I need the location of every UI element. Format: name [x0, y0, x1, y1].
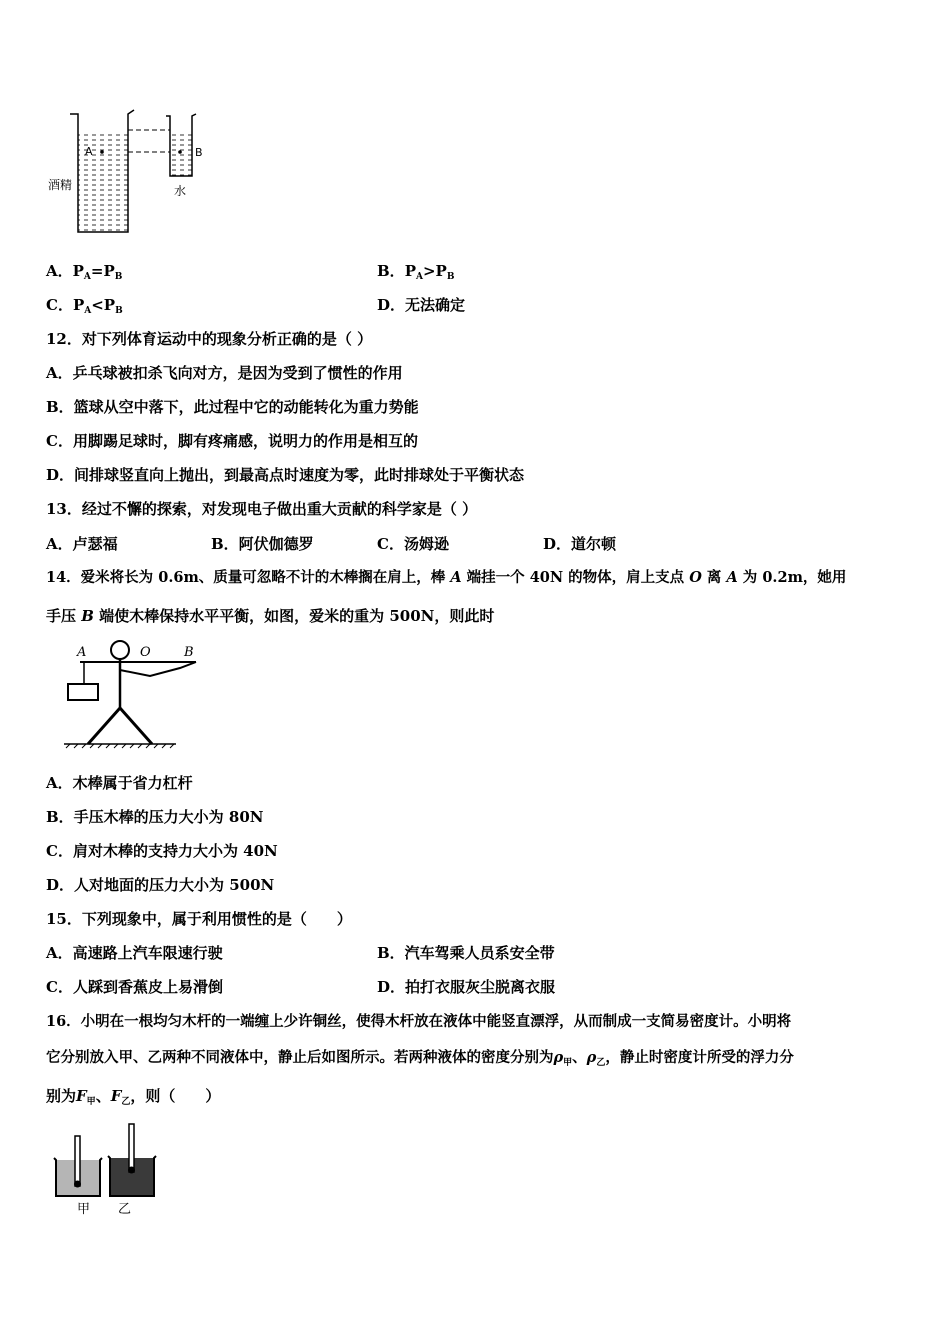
q15-option-c[interactable]: C．人踩到香蕉皮上易滑倒: [46, 978, 223, 996]
q14-option-d[interactable]: D．人对地面的压力大小为 500N: [46, 876, 275, 894]
q11-option-d[interactable]: D．无法确定: [377, 296, 466, 314]
hydrometer-figure: [52, 1120, 162, 1202]
q13-stem: 13．经过不懈的探索，对发现电子做出重大贡献的科学家是（ ）: [46, 500, 478, 518]
label-water: 水: [174, 184, 187, 198]
q15-option-b[interactable]: B．汽车驾乘人员系安全带: [377, 944, 555, 962]
label-alcohol: 酒精: [48, 178, 73, 192]
label-b: B: [195, 146, 203, 159]
q11-option-a[interactable]: A．$P_A=P_B$: [46, 262, 123, 282]
fig-label-b: B: [184, 645, 194, 660]
fig-label-jia: 甲: [77, 1202, 91, 1217]
q13-option-c[interactable]: C．汤姆逊: [377, 535, 449, 553]
q14-option-a[interactable]: A．木棒属于省力杠杆: [46, 774, 193, 792]
q16-stem-line3: 别为$F_甲$、$F_乙$，则（ ）: [46, 1087, 221, 1107]
q12-option-a[interactable]: A．乒乓球被扣杀飞向对方，是因为受到了惯性的作用: [46, 364, 403, 382]
q14-stem-line1: 14．爱米将长为 0.6m、质量可忽略不计的木棒搁在肩上，棒 A 端挂一个 40N 的物体，肩上支点 O 离 A 为 0.2m，她用: [46, 569, 847, 586]
q15-stem: 15．下列现象中，属于利用惯性的是（ ）: [46, 910, 352, 928]
q13-option-d[interactable]: D．道尔顿: [543, 535, 617, 553]
q14-option-c[interactable]: C．肩对木棒的支持力大小为 40N: [46, 842, 278, 860]
q13-option-a[interactable]: A．卢瑟福: [46, 535, 118, 553]
q12-option-c[interactable]: C．用脚踢足球时，脚有疼痛感，说明力的作用是相互的: [46, 432, 418, 450]
q14-stem-line2: 手压 B 端使木棒保持水平平衡，如图，爱米的重为 500N，则此时: [46, 607, 495, 625]
q13-option-b[interactable]: B．阿伏伽德罗: [211, 535, 314, 553]
q16-stem-line2: 它分别放入甲、乙两种不同液体中，静止后如图所示。若两种液体的密度分别为$\rho_甲$、$\rho_乙$，静止时密度计所受的浮力分: [46, 1049, 794, 1068]
q12-option-d[interactable]: D．间排球竖直向上抛出，到最高点时速度为零，此时排球处于平衡状态: [46, 466, 525, 484]
q12-option-b[interactable]: B．篮球从空中落下，此过程中它的动能转化为重力势能: [46, 398, 419, 416]
label-a: A: [85, 145, 93, 158]
fig-label-a: A: [77, 645, 87, 660]
q15-option-a[interactable]: A．高速路上汽车限速行驶: [46, 944, 223, 962]
q16-stem-line1: 16．小明在一根均匀木杆的一端缠上少许铜丝，使得木杆放在液体中能竖直漂浮，从而制成一支简易密度计。小明将: [46, 1013, 792, 1030]
fig-label-o: O: [140, 645, 151, 660]
q11-option-b[interactable]: B．$P_A>P_B$: [377, 262, 455, 282]
beakers-figure: [44, 108, 214, 240]
q11-option-c[interactable]: C．$P_A<P_B$: [46, 296, 123, 316]
q12-stem: 12．对下列体育运动中的现象分析正确的是（ ）: [46, 330, 373, 348]
fig-label-yi: 乙: [118, 1202, 132, 1217]
q15-option-d[interactable]: D．拍打衣服灰尘脱离衣服: [377, 978, 556, 996]
q14-option-b[interactable]: B．手压木棒的压力大小为 80N: [46, 808, 264, 826]
